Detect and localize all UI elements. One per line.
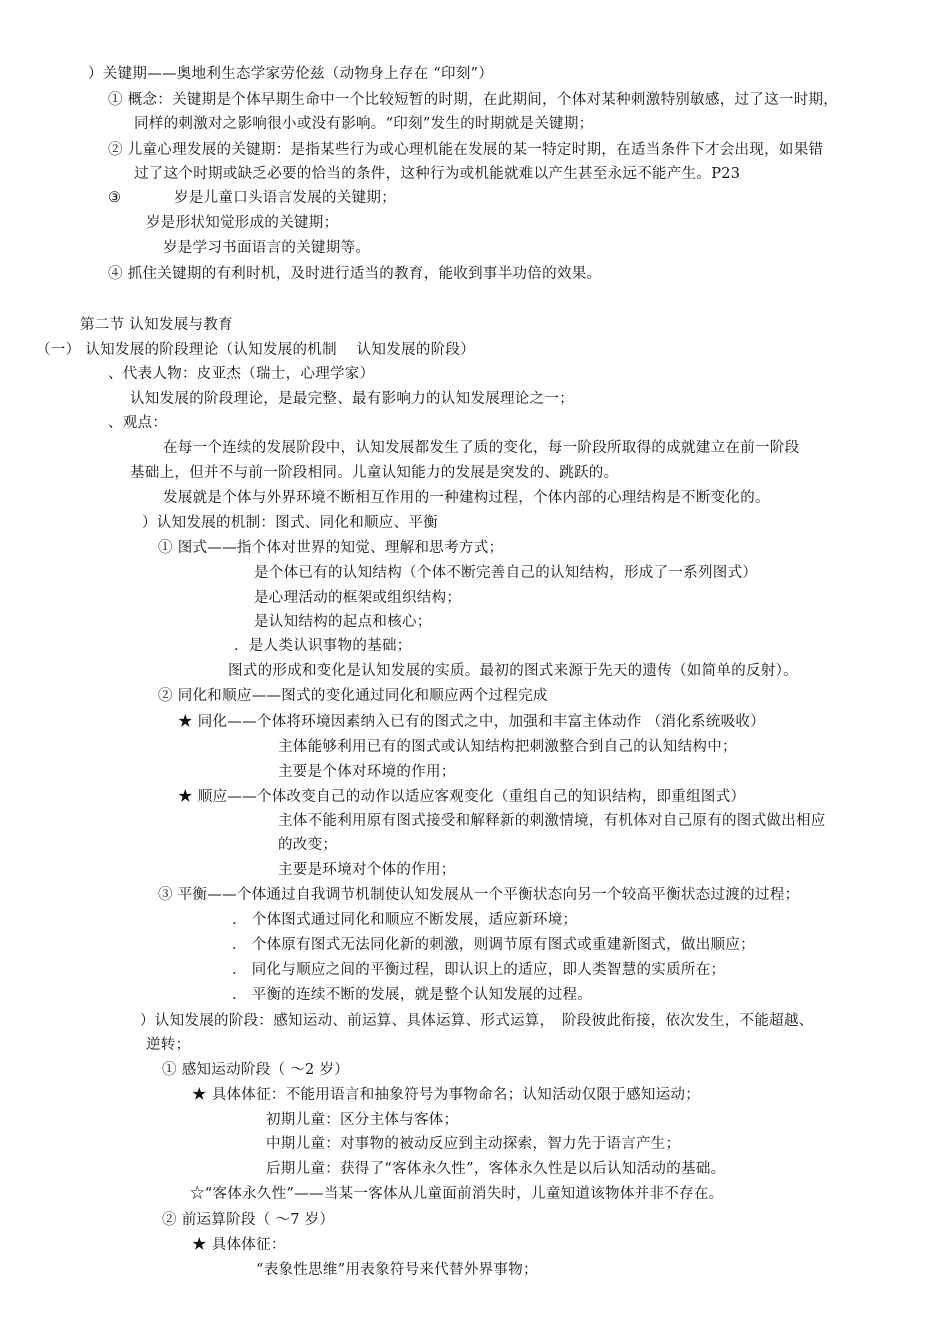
text-line: ）认知发展的机制：图式、同化和顺应、平衡 (142, 515, 438, 531)
text-line: 发展就是个体与外界环境不断相互作用的一种建构过程，个体内部的心理结构是不断变化的。 (163, 490, 770, 506)
text-line: 过了这个时期或缺乏必要的恰当的条件，这种行为或机能就难以产生甚至永远不能产生。P23 (134, 166, 741, 182)
text-line: 的改变； (278, 837, 338, 853)
text-line: ）认知发展的阶段：感知运动、前运算、具体运算、形式运算， 阶段彼此衔接，依次发生，不能超越、 (140, 1013, 814, 1029)
text-line: 同样的刺激对之影响很小或没有影响。“印刻”发生的时期就是关键期； (134, 116, 594, 132)
text-line: ★ 具体体征： (192, 1237, 286, 1253)
text-line: 是心理活动的框架或组织结构； (254, 590, 462, 606)
text-line: ． 个体原有图式无法同化新的刺激，则调节原有图式或重建新图式，做出顺应； (232, 937, 755, 953)
section-heading: 第二节 认知发展与教育 (80, 317, 233, 333)
text-line: ★ 同化——个体将环境因素纳入已有的图式之中，加强和丰富主体动作 （消化系统吸收） (178, 714, 766, 730)
text-line: ③ (108, 190, 122, 206)
text-line: 主要是个体对环境的作用； (278, 764, 456, 780)
text-line: ☆“客体永久性”——当某一客体从儿童面前消失时，儿童知道该物体并非不存在。 (190, 1186, 724, 1202)
text-line: 在每一个连续的发展阶段中，认知发展都发生了质的变化，每一阶段所取得的成就建立在前一阶段 (163, 440, 800, 456)
text-line: 后期儿童：获得了“客体永久性”，客体永久性是以后认知活动的基础。 (266, 1161, 726, 1177)
text-line: ）关键期——奥地利生态学家劳伦兹（动物身上存在 “印刻”） (88, 66, 494, 82)
text-line: 、观点： (108, 415, 168, 431)
text-line: ． 个体图式通过同化和顺应不断发展，适应新环境； (232, 912, 578, 928)
text-line: ． 同化与顺应之间的平衡过程，即认识上的适应，即人类智慧的实质所在； (232, 962, 726, 978)
text-line: ① 图式——指个体对世界的知觉、理解和思考方式； (158, 540, 504, 556)
text-line: ④ 抓住关键期的有利时机，及时进行适当的教育，能收到事半功倍的效果。 (108, 266, 602, 282)
text-line: 图式的形成和变化是认知发展的实质。最初的图式来源于先天的遗传（如简单的反射）。 (228, 663, 798, 679)
text-line: ③ 平衡——个体通过自我调节机制使认知发展从一个平衡状态向另一个较高平衡状态过渡的过程； (158, 887, 800, 903)
text-line: ★ 具体体征：不能用语言和抽象符号为事物命名；认知活动仅限于感知运动； (192, 1087, 701, 1103)
text-line: 逆转； (146, 1037, 191, 1053)
text-line: 岁是形状知觉形成的关键期； (146, 215, 339, 231)
text-line: ② 儿童心理发展的关键期：是指某些行为或心理机能在发展的某一特定时期，在适当条件下才会出现，如果错 (108, 142, 824, 158)
text-line: 初期儿童：区分主体与客体； (266, 1112, 459, 1128)
text-line: ． 平衡的连续不断的发展，就是整个认知发展的过程。 (232, 987, 593, 1003)
text-line: ．是人类认识事物的基础； (234, 638, 412, 654)
text-line: 主要是环境对个体的作用； (278, 862, 456, 878)
text-line: 是认知结构的起点和核心； (254, 614, 432, 630)
text-line: 、代表人物：皮亚杰（瑞士，心理学家） (108, 366, 375, 382)
text-line: “表象性思维”用表象符号来代替外界事物； (256, 1262, 538, 1278)
text-line: ① 概念：关键期是个体早期生命中一个比较短暂的时期，在此期间，个体对某种刺激特别敏感，过了这一时期， (108, 92, 839, 108)
text-line: 中期儿童：对事物的被动反应到主动探索，智力先于语言产生； (266, 1136, 681, 1152)
subsection-heading: （一） 认知发展的阶段理论（认知发展的机制 认知发展的阶段） (36, 342, 476, 358)
text-line: ② 前运算阶段（ ～7 岁） (162, 1212, 335, 1228)
text-line: ② 同化和顺应——图式的变化通过同化和顺应两个过程完成 (158, 688, 548, 704)
text-line: 主体不能利用原有图式接受和解释新的刺激情境，有机体对自己原有的图式做出相应 (278, 813, 826, 829)
text-line: 岁是儿童口头语言发展的关键期； (174, 190, 396, 206)
text-line: 是个体已有的认知结构（个体不断完善自己的认知结构，形成了一系列图式） (254, 565, 758, 581)
text-line: 岁是学习书面语言的关键期等。 (163, 240, 371, 256)
text-line: 基础上，但并不与前一阶段相同。儿童认知能力的发展是突发的、跳跃的。 (130, 465, 619, 481)
text-line: 主体能够利用已有的图式或认知结构把刺激整合到自己的认知结构中； (278, 739, 737, 755)
text-line: ① 感知运动阶段（ ～2 岁） (162, 1062, 350, 1078)
text-line: ★ 顺应——个体改变自己的动作以适应客观变化（重组自己的知识结构，即重组图式） (178, 789, 746, 805)
text-line: 认知发展的阶段理论，是最完整、最有影响力的认知发展理论之一； (130, 391, 574, 407)
